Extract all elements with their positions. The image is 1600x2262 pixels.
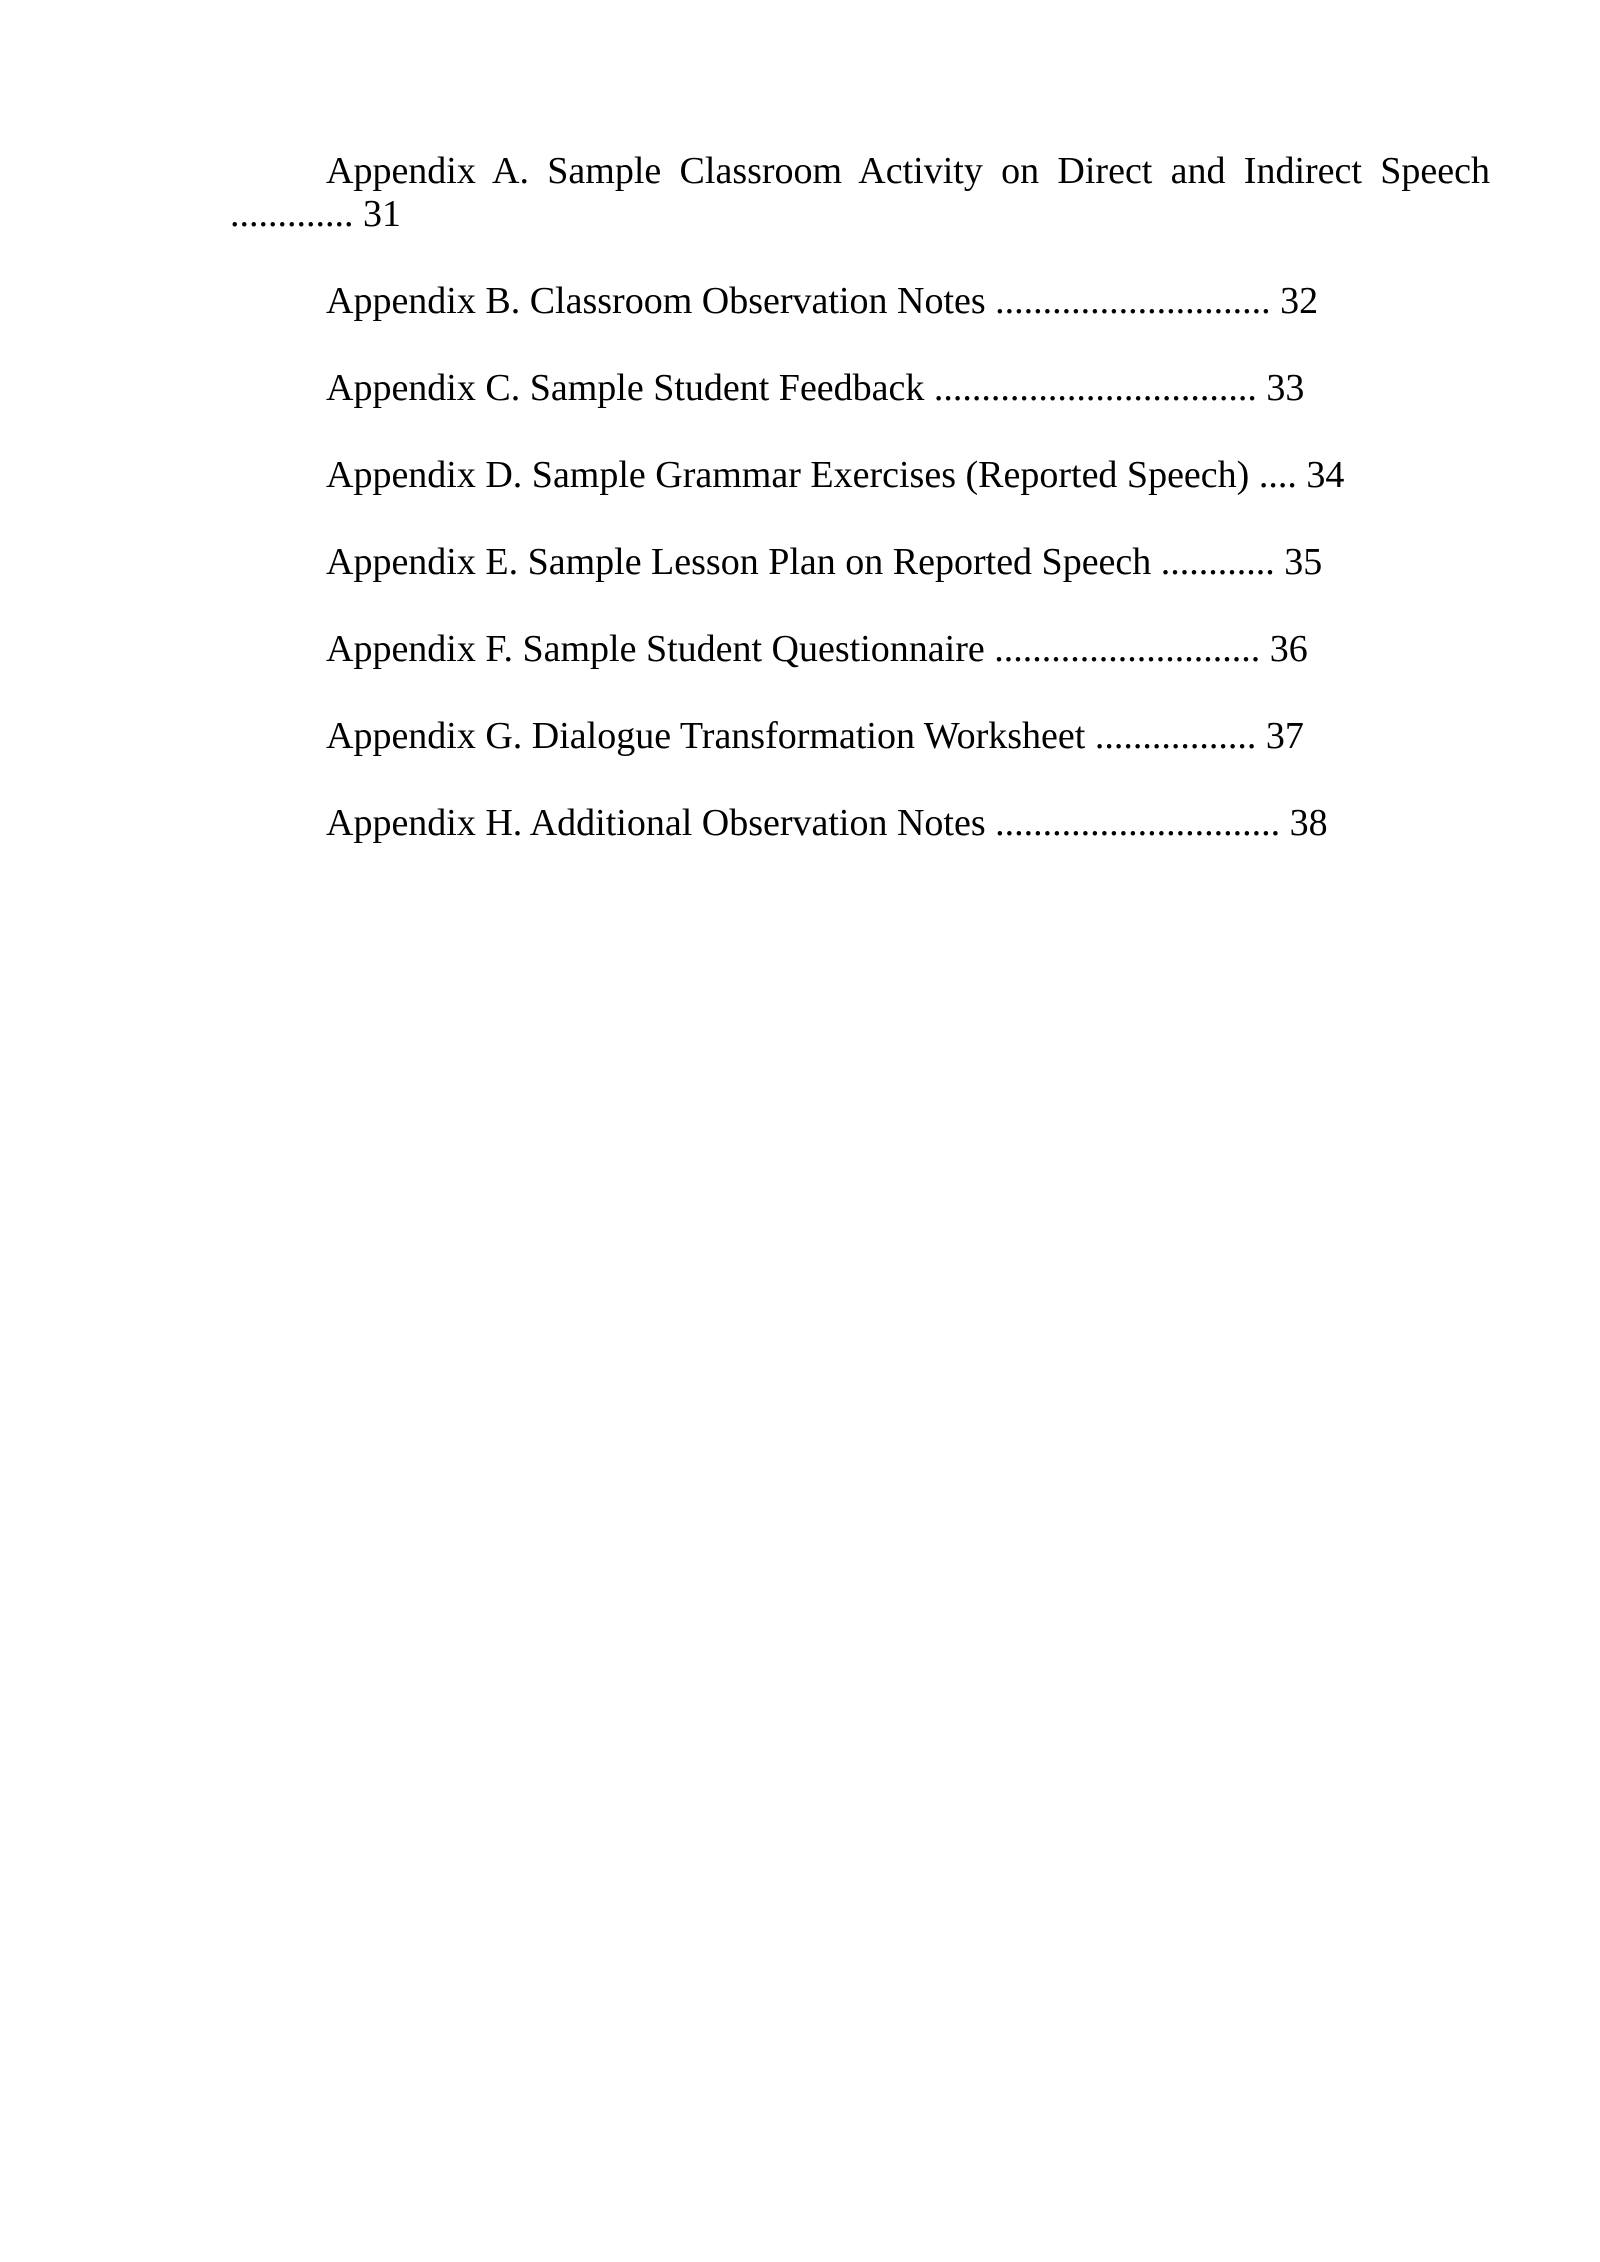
toc-entry-appendix-f: Appendix F. Sample Student Questionnaire ............................ 36: [326, 628, 1308, 670]
toc-entry-appendix-b: Appendix B. Classroom Observation Notes ............................. 32: [326, 280, 1319, 322]
toc-entry-appendix-e: Appendix E. Sample Lesson Plan on Reported Speech ............ 35: [326, 541, 1323, 583]
toc-entry-appendix-c: Appendix C. Sample Student Feedback .................................. 33: [326, 367, 1305, 409]
toc-entry-appendix-g: Appendix G. Dialogue Transformation Worksheet ................. 37: [326, 715, 1304, 757]
appendix-list: [230, 150, 1490, 889]
toc-entry-appendix-a: Appendix A. Sample Classroom Activity on Direct and Indirect Speech ............. 31: [230, 150, 1490, 235]
toc-entry-appendix-h: Appendix H. Additional Observation Notes .............................. 38: [326, 802, 1328, 844]
toc-entry-appendix-d: Appendix D. Sample Grammar Exercises (Reported Speech) .... 34: [326, 454, 1345, 496]
